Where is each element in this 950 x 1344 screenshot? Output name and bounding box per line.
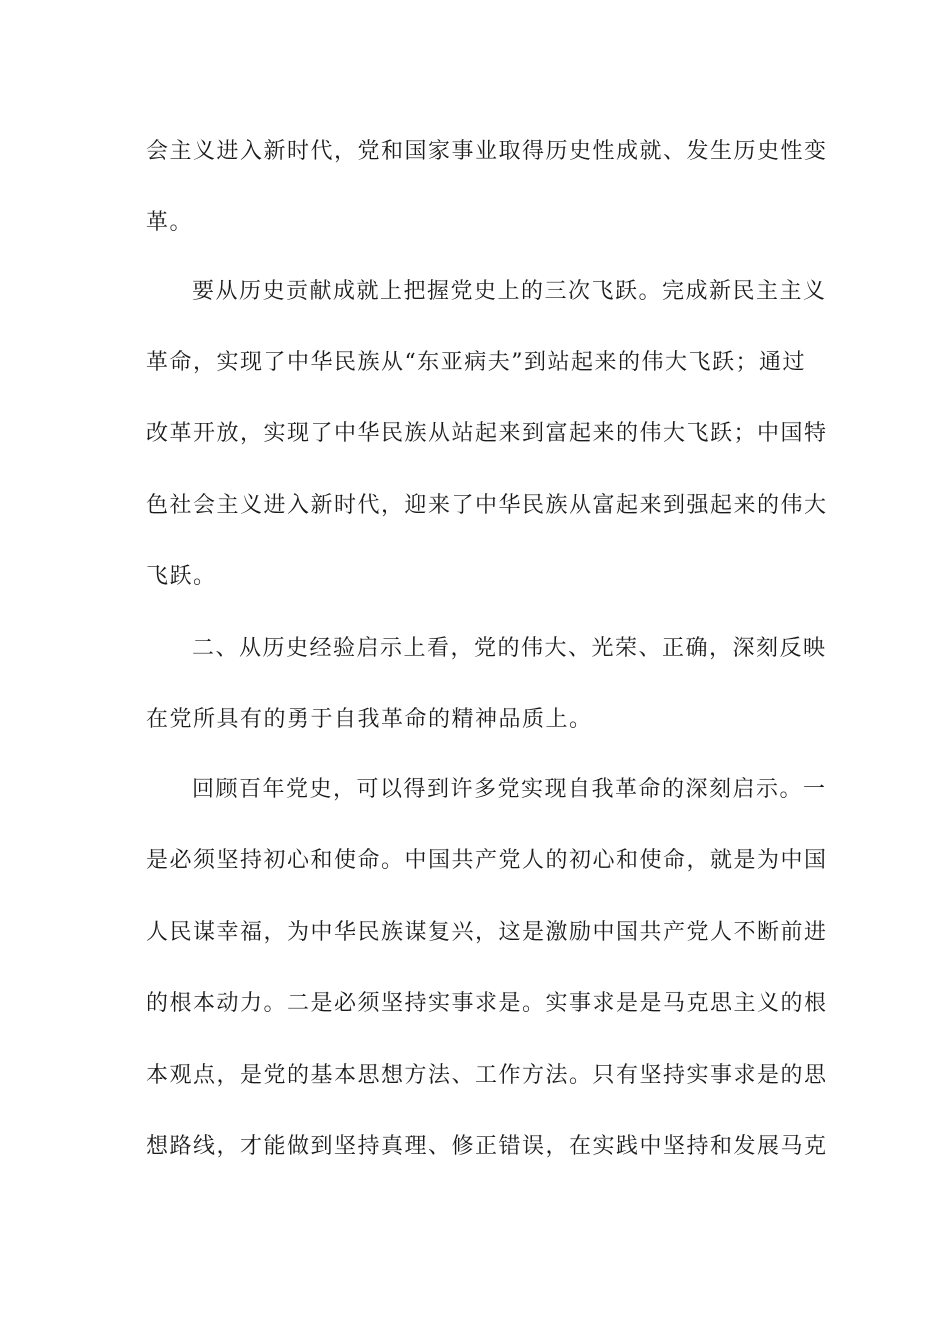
text-line: 革命，实现了中华民族从“东亚病夫”到站起来的伟大飞跃；通过 <box>146 350 806 375</box>
text-line: 改革开放，实现了中华民族从站起来到富起来的伟大飞跃；中国特 <box>146 421 828 446</box>
section-heading-line: 在党所具有的勇于自我革命的精神品质上。 <box>146 707 593 732</box>
text-line: 会主义进入新时代，党和国家事业取得历史性成就、发生历史性变 <box>146 139 828 164</box>
text-line: 飞跃。 <box>146 564 217 589</box>
text-line: 本观点，是党的基本思想方法、工作方法。只有坚持实事求是的思 <box>146 1063 828 1088</box>
text-line: 色社会主义进入新时代，迎来了中华民族从富起来到强起来的伟大 <box>146 493 828 518</box>
text-line: 是必须坚持初心和使命。中国共产党人的初心和使命，就是为中国 <box>146 848 828 873</box>
paragraph-first-line: 要从历史贡献成就上把握党史上的三次飞跃。完成新民主主义 <box>192 279 827 304</box>
text-line: 的根本动力。二是必须坚持实事求是。实事求是是马克思主义的根 <box>146 991 828 1016</box>
text-line: 革。 <box>146 210 194 235</box>
text-line: 人民谋幸福，为中华民族谋复兴，这是激励中国共产党人不断前进 <box>146 920 828 945</box>
text-line: 想路线，才能做到坚持真理、修正错误，在实践中坚持和发展马克 <box>146 1134 828 1159</box>
section-heading-line: 二、从历史经验启示上看，党的伟大、光荣、正确，深刻反映 <box>192 636 827 661</box>
paragraph-first-line: 回顾百年党史，可以得到许多党实现自我革命的深刻启示。一 <box>192 777 827 802</box>
